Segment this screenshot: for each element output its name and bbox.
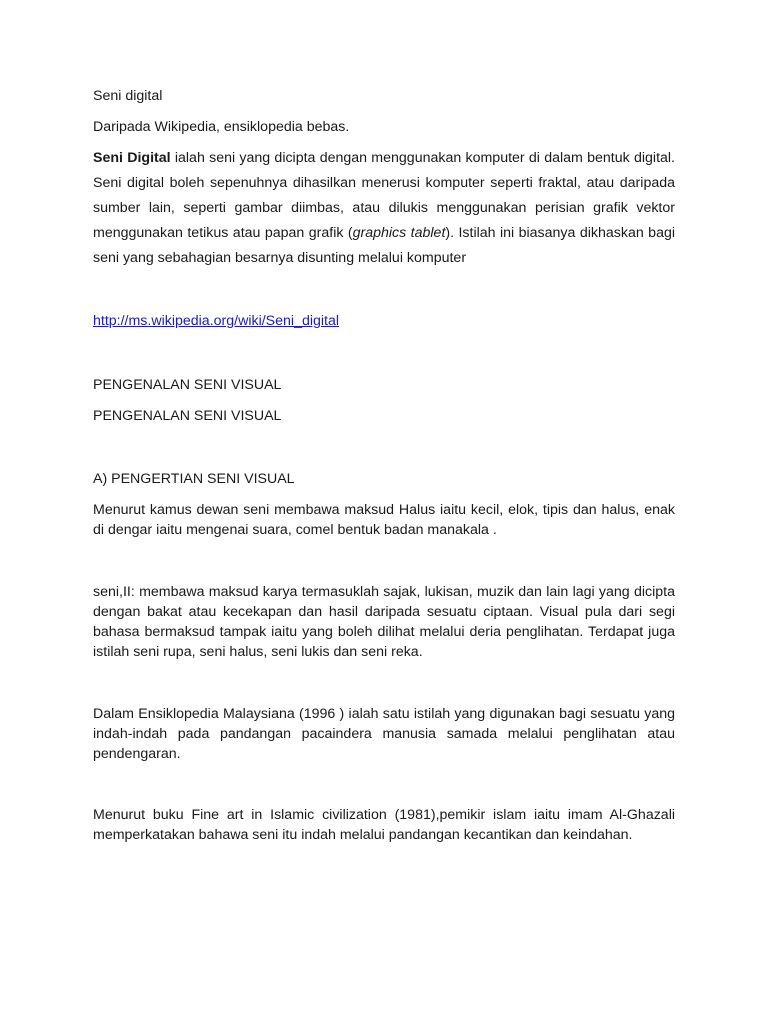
wikipedia-link[interactable]: http://ms.wikipedia.org/wiki/Seni_digital — [93, 313, 340, 329]
paragraph-4: Menurut buku Fine art in Islamic civilization (1981),pemikir islam iaitu imam Al-Ghazali memperkatakan bahawa seni itu indah melalui pandangan kecantikan dan keindahan. — [93, 807, 675, 843]
intro-bold-term: Seni Digital — [93, 150, 171, 166]
intro-text-a: ialah seni yang dicipta dengan menggunakan komputer di dalam bentuk digital. Seni digital boleh sepenuhnya dihasilkan menerusi komputer seperti fraktal, atau daripada sumber lain, seperti gambar diimbas, atau dilukis menggunakan perisian grafik vektor menggunakan tetikus atau papan grafik ( — [93, 150, 675, 241]
intro-italic-term: graphics tablet — [352, 225, 446, 241]
doc-subtitle: Daripada Wikipedia, ensiklopedia bebas. — [93, 119, 350, 135]
heading-pengenalan-1: PENGENALAN SENI VISUAL — [93, 377, 282, 393]
paragraph-2: seni,II: membawa maksud karya termasuklah sajak, lukisan, muzik dan lain lagi yang dicipta dengan bakat atau kecekapan dan hasil daripada sesuatu ciptaan. Visual pula dari segi bahasa bermaksud tampak iaitu yang boleh dilihat melalui deria penglihatan. Terdapat juga istilah seni rupa, seni halus, seni lukis dan seni reka. — [93, 584, 675, 660]
paragraph-1: Menurut kamus dewan seni membawa maksud Halus iaitu kecil, elok, tipis dan halus, enak di dengar iaitu mengenai suara, comel bentuk badan manakala . — [93, 502, 675, 538]
intro-paragraph — [93, 146, 675, 271]
intro-text-b: ). Istilah ini biasanya dikhaskan bagi seni yang sebahagian besarnya disunting melalui komputer — [93, 225, 676, 266]
doc-title: Seni digital — [93, 88, 163, 104]
paragraph-3: Dalam Ensiklopedia Malaysiana (1996 ) ialah satu istilah yang digunakan bagi sesuatu yang indah-indah pada pandangan pacaindera manusia samada melalui penglihatan atau pendengaran. — [93, 706, 675, 762]
heading-pengenalan-2: PENGENALAN SENI VISUAL — [93, 408, 282, 424]
section-heading-a: A) PENGERTIAN SENI VISUAL — [93, 471, 295, 487]
